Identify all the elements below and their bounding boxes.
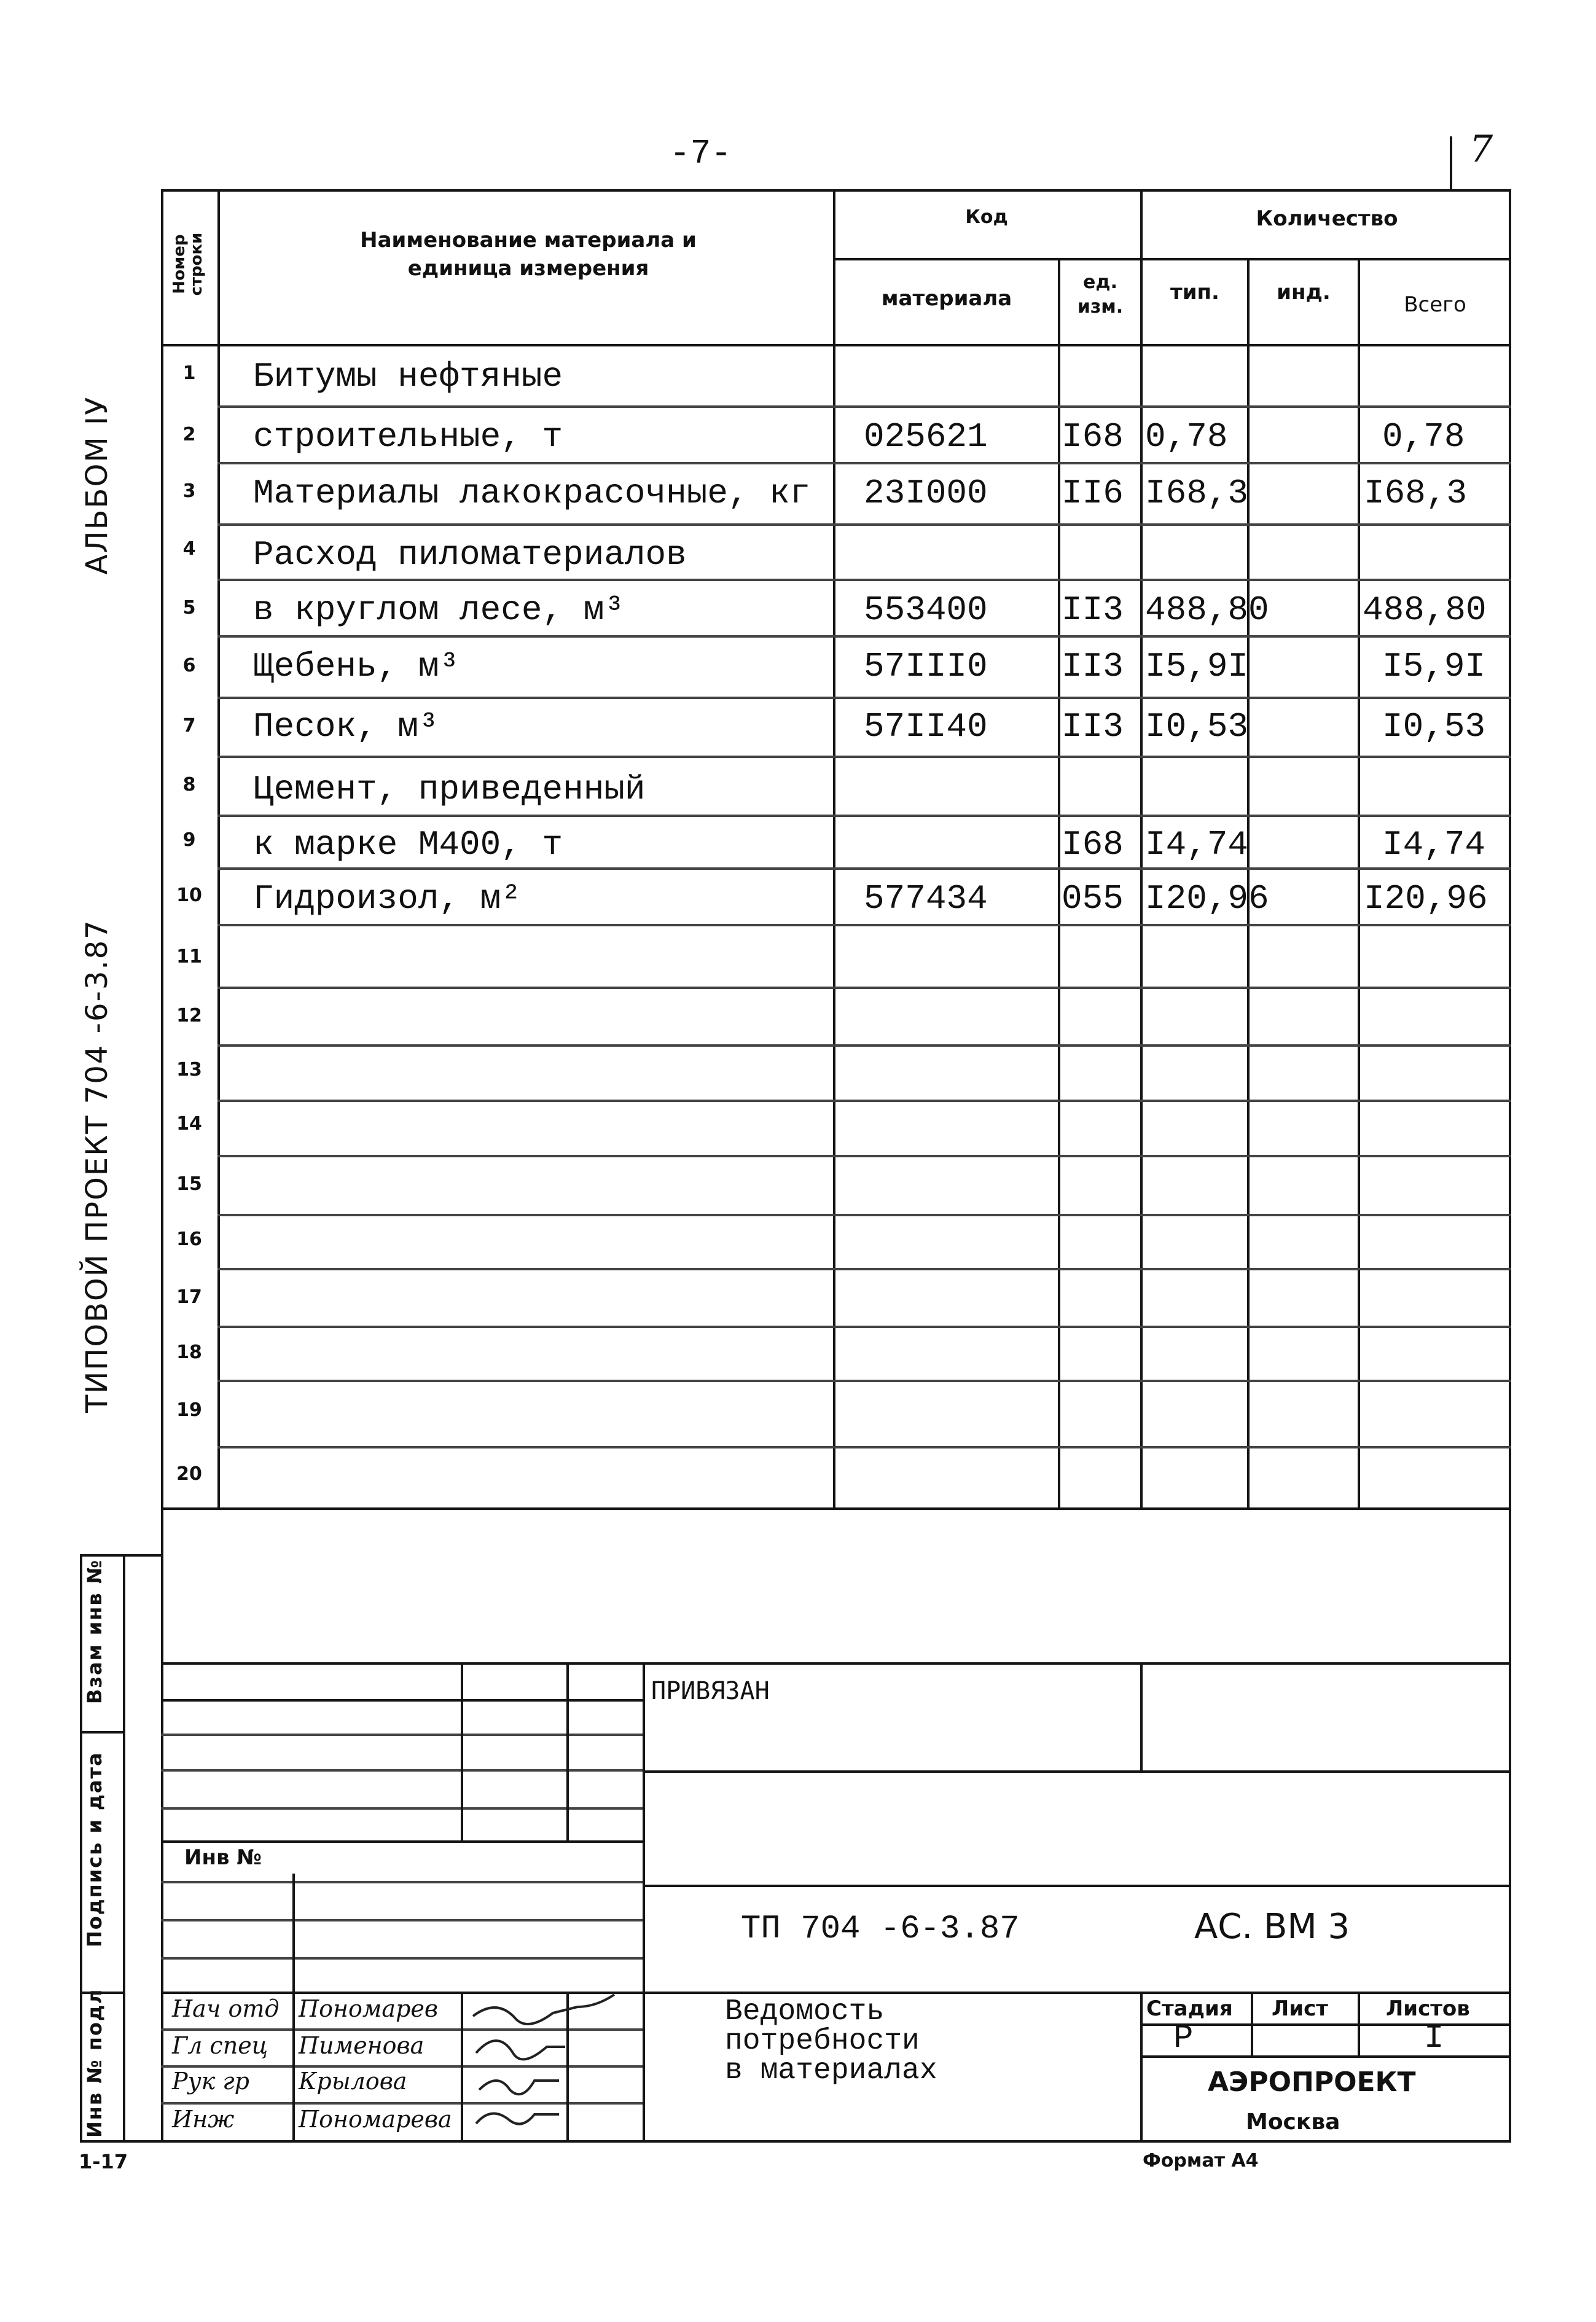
material-name: Гидроизол, м² [253,879,522,918]
unit-code: I68 [1062,417,1124,456]
unit-code: II3 [1062,590,1124,630]
qty-total: I20,96 [1364,879,1488,918]
header-code-unit: ед. изм. [1077,272,1124,318]
qty-typ: I0,53 [1145,707,1249,746]
header-qty-total: Всего [1404,292,1466,317]
row-number: 2 [182,424,196,445]
sheet-label: Лист [1272,1996,1328,2021]
vzam-inv-label: Взам инв № [83,1558,106,1704]
header-code: Код [965,206,1008,228]
org-name: АЭРОПРОЕКТ [1208,2066,1416,2098]
stage-label: Стадия [1146,1996,1233,2021]
qty-total: I5,9I [1382,647,1486,686]
row-number: 1 [182,362,196,384]
doc-mark: АС. ВМ 3 [1194,1907,1350,1947]
material-name: в круглом лесе, м³ [253,590,625,630]
header-code-material: материала [881,286,1012,311]
corner-number: 7 [1469,128,1493,171]
row-number: 7 [182,715,196,737]
signature-name: Крылова [299,2068,407,2095]
signature-role: Нач отд [172,1995,280,2022]
qty-typ: 0,78 [1145,417,1228,456]
signature-role: Рук гр [172,2068,249,2095]
inv-no-label: Инв № [184,1845,262,1870]
header-name: Наименование материала и единица измерения [360,228,697,281]
project-label: ТИПОВОЙ ПРОЕКТ 704 -6-3.87 [80,919,114,1413]
row-number: 6 [182,655,196,676]
material-name: Битумы нефтяные [253,357,563,396]
footer-format: Формат А4 [1143,2150,1259,2172]
row-number: 8 [182,774,196,796]
podpis-data-label: Подпись и дата [83,1751,106,1947]
material-code: 23I000 [864,474,988,513]
material-name: к марке М400, т [253,825,563,864]
signature-name: Пономарева [299,2106,452,2133]
sheets-value: I [1424,2020,1444,2057]
material-code: 577434 [864,879,988,918]
row-number: 4 [182,538,196,560]
row-number: 18 [176,1342,202,1363]
row-number: 19 [176,1399,202,1421]
page-number: -7- [670,134,732,173]
signature-marks [461,1992,645,2143]
signature-name: Пименова [299,2032,424,2059]
material-name: Материалы лакокрасочные, кг [253,474,811,513]
material-name: Песок, м³ [253,707,439,746]
row-number: 3 [182,480,196,502]
signature-role: Гл спец [172,2032,268,2059]
row-number: 12 [176,1005,202,1026]
row-number: 9 [182,829,196,851]
row-number: 10 [176,885,202,906]
qty-total: I0,53 [1382,707,1486,746]
row-number: 15 [176,1173,202,1195]
material-code: 553400 [864,590,988,630]
qty-total: I4,74 [1382,825,1486,864]
row-number: 13 [176,1059,202,1081]
stage-value: Р [1173,2020,1194,2057]
material-name: Щебень, м³ [253,647,460,686]
qty-typ: I5,9I [1145,647,1249,686]
row-number: 5 [182,597,196,619]
material-name: Цемент, приведенный [253,770,646,809]
qty-total: I68,3 [1364,474,1468,513]
header-row-number: Номер строки [170,232,206,296]
signature-name: Пономарев [299,1995,439,2022]
material-name: строительные, т [253,417,563,456]
header-qty-ind: инд. [1277,280,1331,305]
doc-code: ТП 704 -6-3.87 [741,1910,1020,1948]
unit-code: II3 [1062,647,1124,686]
row-number: 17 [176,1286,202,1308]
corner-tick [1450,136,1452,189]
qty-typ: I68,3 [1145,474,1249,513]
signature-role: Инж [172,2106,235,2133]
sheets-label: Листов [1386,1996,1470,2021]
material-code: 025621 [864,417,988,456]
org-city: Москва [1246,2109,1340,2135]
doc-title-line2: потребности [725,2025,920,2058]
row-number: 11 [176,946,202,968]
unit-code: II3 [1062,707,1124,746]
privyazan-label: ПРИВЯЗАН [651,1677,770,1705]
row-number: 16 [176,1229,202,1250]
unit-code: 055 [1062,879,1124,918]
header-quantity: Количество [1256,206,1398,231]
qty-total: 0,78 [1382,417,1465,456]
qty-typ: I4,74 [1145,825,1249,864]
material-name: Расход пиломатериалов [253,535,687,574]
footer-sheet-ref: 1-17 [79,2150,128,2173]
unit-code: I68 [1062,825,1124,864]
material-code: 57II40 [864,707,988,746]
material-code: 57III0 [864,647,988,686]
qty-typ: I20,96 [1145,879,1269,918]
unit-code: II6 [1062,474,1124,513]
header-qty-typ: тип. [1170,280,1219,305]
doc-title-line1: Ведомость [725,1995,885,2028]
qty-total: 488,80 [1363,590,1487,630]
inv-podl-label: Инв № подл [83,1988,106,2138]
qty-typ: 488,80 [1145,590,1269,630]
album-label: АЛЬБОМ IУ [80,396,114,575]
row-number: 20 [176,1463,202,1485]
doc-title-line3: в материалах [725,2054,937,2087]
row-number: 14 [176,1113,202,1135]
